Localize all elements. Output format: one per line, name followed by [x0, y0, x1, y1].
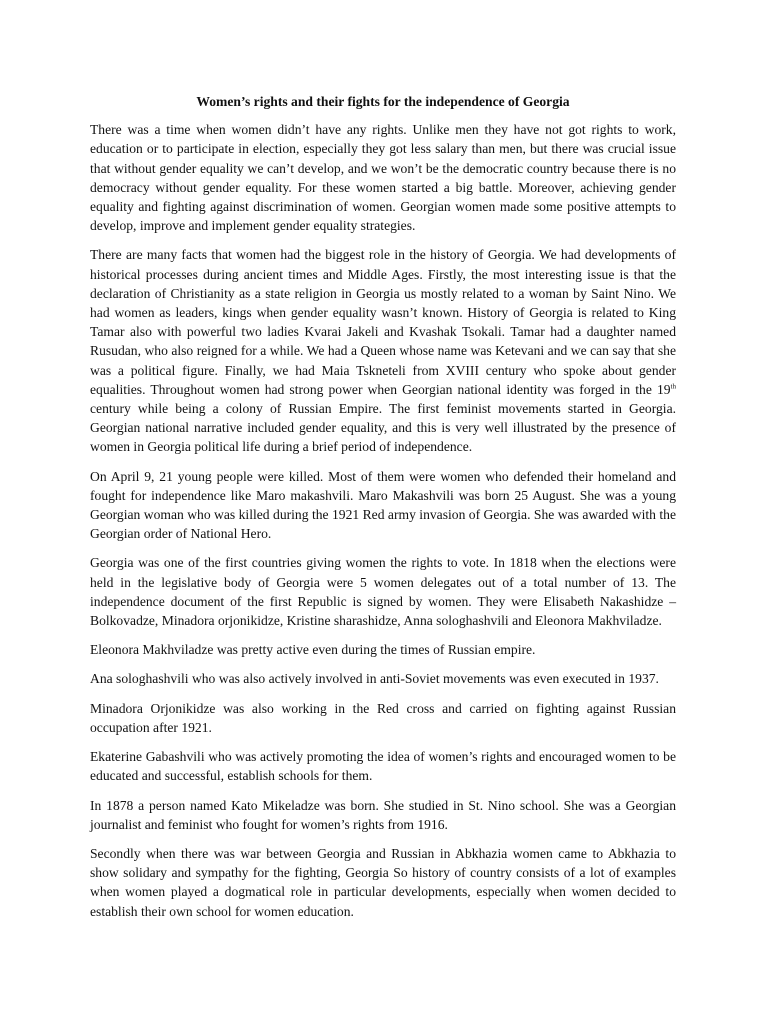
paragraph-orjonikidze: Minadora Orjonikidze was also working in the Red cross and carried on fighting against Russian occupation after 1921.: [90, 700, 676, 735]
paragraph-mikeladze: In 1878 a person named Kato Mikeladze was born. She studied in St. Nino school. She was a Georgian journalist and feminist who fought for women’s rights from 1916.: [90, 797, 676, 832]
paragraph-makhviladze: Eleonora Makhviladze was pretty active even during the times of Russian empire.: [90, 642, 536, 658]
document-title: Women’s rights and their fights for the independence of Georgia: [196, 94, 570, 109]
paragraph-sologhashvili: Ana sologhashvili who was also actively involved in anti-Soviet movements was even executed in 1937.: [90, 671, 659, 687]
paragraph-gabashvili: Ekaterine Gabashvili who was actively promoting the idea of women’s rights and encouraged women to be educated and successful, establish schools for them.: [90, 749, 676, 784]
ordinal-superscript: th: [670, 382, 676, 391]
paragraph-april-9: On April 9, 21 young people were killed. Most of them were women who defended their homeland and fought for independence like Maro makashvili. Maro Makashvili was born 25 August. She was a young Georgian woman who was killed during the 1921 Red army invasion of Georgia. She was awarded with the Georgian order of National Hero.: [90, 468, 676, 542]
paragraph-history-text-a: There are many facts that women had the biggest role in the history of Georgia. We had developments of historical processes during ancient times and Middle Ages. Firstly, the most interesting issue is that the declaration of Christianity as a state religion in Georgia us mostly related to a woman by Saint Nino. We had women as leaders, kings when gender equality wasn’t known. History of Georgia is related to King Tamar also with powerful two ladies Kvarai Jakeli and Kvashak Tsokali. Tamar had a daughter named Rusudan, who also reigned for a while. We had a Queen whose name was Ketevani and we can say that she was a political figure. Finally, we had Maia Tskneteli from XVIII century who spoke about gender equalities. Throughout women had strong power when Georgian national identity was forged in the 19: [90, 247, 676, 397]
document-page: [90, 92, 676, 931]
paragraph-voting-rights: Georgia was one of the first countries giving women the rights to vote. In 1818 when the elections were held in the legislative body of Georgia were 5 women delegates out of a total number of 13. The independence document of the first Republic is signed by women. They were Elisabeth Nakashidze – Bolkovadze, Minadora orjonikidze, Kristine sharashidze, Anna sologhashvili and Eleonora Makhviladze.: [90, 555, 676, 629]
paragraph-intro: There was a time when women didn’t have any rights. Unlike men they have not got rights to work, education or to participate in election, especially they got less salary than men, but there was crucial issue that without gender equality we can’t develop, and we won’t be the democratic country because there is no democracy without gender equality. For these women started a big battle. Moreover, achieving gender equality and fighting against discrimination of women. Georgian women made some positive attempts to develop, improve and implement gender equality strategies.: [90, 122, 676, 234]
paragraph-history-text-b: century while being a colony of Russian Empire. The first feminist movements started in Georgia. Georgian national narrative included gender equality, and this is very well illustrated by the presence of women in Georgia political life during a brief period of independence.: [90, 401, 676, 455]
paragraph-history: [90, 245, 676, 456]
paragraph-abkhazia: Secondly when there was war between Georgia and Russian in Abkhazia women came to Abkhazia to show solidary and sympathy for the fighting, Georgia So history of country consists of a lot of examples when women played a dogmatical role in particular developments, especially when women decided to establish their own school for women education.: [90, 845, 676, 919]
